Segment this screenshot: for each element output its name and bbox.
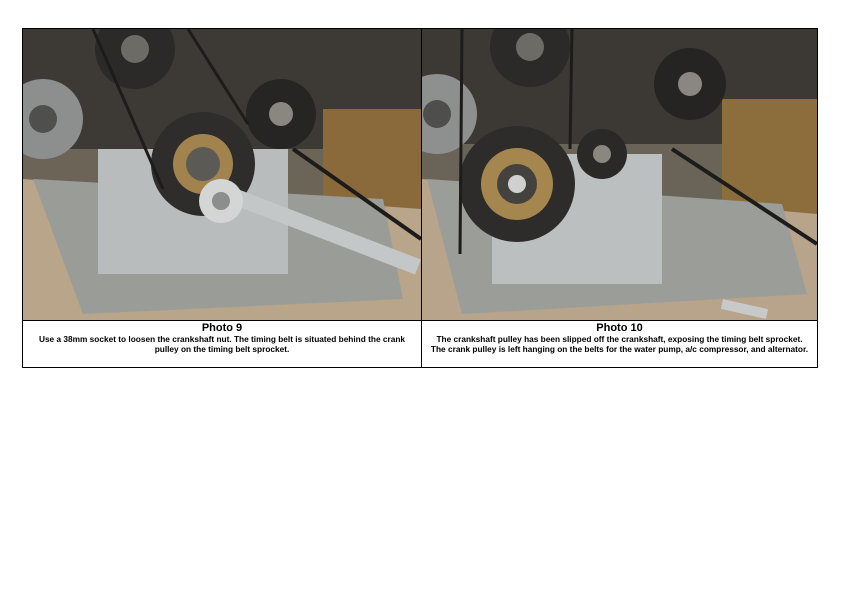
photo-9-image	[23, 29, 421, 320]
photo-10-caption: The crankshaft pulley has been slipped off the crankshaft, exposing the timing belt sprocket. The crank pulley is left hanging on the belts for the water pump, a/c compressor, and alternator.	[430, 334, 809, 354]
photo-10-image	[422, 29, 817, 320]
photo-9-caption-cell	[23, 321, 421, 367]
photo-10-caption-cell	[422, 321, 817, 367]
photo-9-caption: Use a 38mm socket to loosen the crankshaft nut. The timing belt is situated behind the crank pulley on the timing belt sprocket.	[38, 334, 406, 354]
column-divider	[421, 29, 422, 367]
photo-9-title: Photo 9	[201, 322, 243, 334]
photo-table	[22, 28, 818, 368]
photo-10-title: Photo 10	[596, 322, 643, 334]
